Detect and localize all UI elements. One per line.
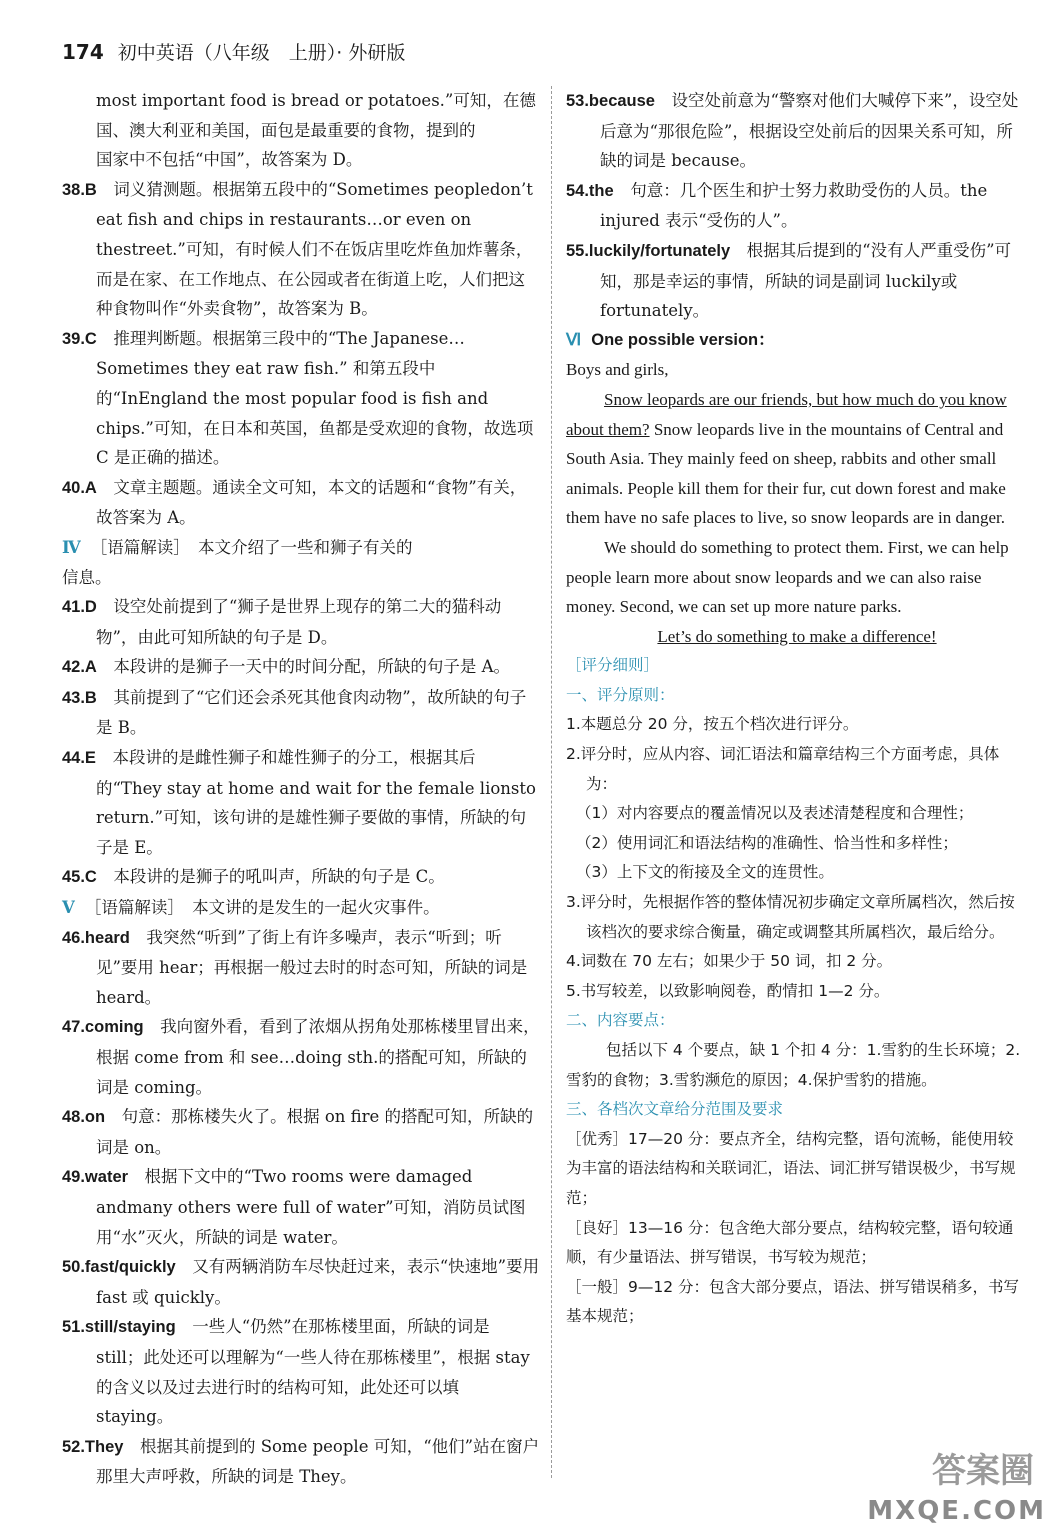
answer-number: 47.coming: [62, 1018, 144, 1037]
answer-text: many others were full of water”可知，消防员试图用: [96, 1197, 526, 1247]
answer-text: 在窗户那里大声呼救，所缺的词是 They。: [96, 1436, 540, 1487]
answer-item: [62, 1252, 540, 1312]
answer-text: 设空处前提到了“狮子是世界上现存的第二大的: [113, 597, 452, 617]
answer-text: 可知，所缺的词是 coming。: [96, 1048, 527, 1097]
answer-text: 设空处前意为“警察对他们大喊停下来”，: [671, 91, 969, 110]
answer-number: 50.fast/quickly: [62, 1258, 176, 1277]
answer-number: 46.heard: [62, 928, 130, 947]
answer-text: 缺的句子是 B。: [96, 687, 527, 738]
answer-text: “水”灭火，所缺的词是 water。: [112, 1227, 348, 1247]
answer-list-b: [62, 592, 540, 893]
rubric-rule-3: 3.评分时，先根据作答的整体情况初步确定文章所属档次，然后按该档次的要求综合衡量，确定或调整其所属档次，最后给分。: [566, 893, 1015, 941]
answer-text: 里冒出来，根据 come from 和 see…doing sth.的搭配: [96, 1017, 540, 1067]
section-line: ［语篇解读］ 本文介绍了一些和狮子有关的: [90, 537, 413, 557]
answer-item: [62, 473, 540, 533]
rubric-heading-1: 一、评分原则：: [566, 685, 675, 704]
scoring-rubric: [566, 651, 1028, 1332]
answer-item: [62, 923, 540, 1013]
section-title: One possible version：: [591, 330, 775, 349]
answer-item: [566, 86, 1028, 176]
answer-text: 本段讲的是狮子的吼叫声，所缺的句子是 C。: [113, 867, 445, 887]
answer-text: 到；听见”要用 hear；再根据一般过去时的时态可知，: [96, 927, 502, 978]
rubric-rule-2: 2.评分时，应从内容、词汇语法和篇章结构三个方面考虑，具体为：: [566, 745, 1000, 793]
rubric-rule-4: 4.词数在 70 左右；如果少于 50 词，扣 2 分。: [566, 952, 893, 971]
answer-text: 文章主题题。通读全文可知，本文的话题和“食: [113, 477, 452, 497]
answer-number: 40.A: [62, 478, 97, 497]
answer-text: 根据下文中的“Two rooms were damaged and: [96, 1167, 473, 1217]
section-numeral: Ⅴ: [62, 898, 75, 918]
answer-number: 53.because: [566, 92, 655, 110]
answer-text: 所缺的词是 heard。: [96, 958, 528, 1007]
answer-text: 根据其前提到的 Some people 可知，“他们”站: [139, 1436, 490, 1456]
rubric-points: 包括以下 4 个要点，缺 1 个扣 4 分：1.雪豹的生长环境；2.雪豹的食物；3.雪豹濒危的原因；4.保护雪豹的措施。: [566, 1041, 1021, 1089]
essay-paragraph-1: [566, 385, 1028, 533]
essay-underlined-sentence: Snow leopards are our friends, but how much do you know about them?: [566, 389, 1007, 439]
answer-number: 42.A: [62, 658, 97, 677]
answer-number: 38.B: [62, 180, 97, 199]
answer-text: 其前提到了“它们还会杀死其他食肉动物”，故所: [113, 687, 461, 707]
answer-text: 句意：那栋楼失火了。根据 on fire 的搭配可知，: [121, 1107, 484, 1127]
answer-item: [62, 324, 540, 473]
answer-text: 本段讲的是狮子一天中的时间分配，所缺的句子: [113, 657, 460, 677]
answer-text: 本段讲的是雌性狮子和雄性狮子的分工，根据其: [112, 748, 459, 768]
answer-text: 此处还可以填 staying。: [96, 1377, 459, 1427]
page-number: 174: [62, 40, 104, 64]
answer-text: 这种食物叫作“外卖食物”，故答案为 B。: [96, 269, 525, 319]
answer-text: 或 fortunately。: [600, 271, 958, 321]
answer-text: 词是 still；此处还可以理解为“一些人待在那栋楼: [96, 1317, 490, 1367]
answer-text: street.”可知，有时候人们不在饭店里吃炸鱼加炸薯条，: [123, 239, 533, 259]
answer-number: 54.the: [566, 181, 614, 200]
answer-number: 49.water: [62, 1168, 129, 1187]
answer-number: 45.C: [62, 868, 97, 887]
answer-number: 52.They: [62, 1437, 124, 1456]
answer-number: 44.E: [62, 749, 96, 768]
answer-text: 推理判断题。根据第三段中的“The Japanese…: [113, 328, 465, 348]
book-title: 初中英语（八年级 上册）· 外研版: [117, 42, 406, 64]
answer-number: 48.on: [62, 1108, 106, 1127]
section-vi-heading: [566, 326, 1028, 356]
rubric-heading-2: 二、内容要点：: [566, 1011, 675, 1030]
answer-item: [62, 862, 540, 893]
section-v-heading: [62, 893, 540, 923]
answer-number: 55.luckily/fortunately: [566, 241, 731, 260]
left-column: [62, 86, 540, 1492]
answer-text: the injured 表示“受伤的人”。: [600, 180, 988, 231]
answer-text: 伤”可知，那是幸运的事情，所缺的词是副词 luckily: [600, 240, 1012, 291]
section-iv-heading: [62, 533, 540, 563]
answer-text: 关系可知，所缺的词是 because。: [600, 121, 1013, 171]
intro-line: 国家中不包括“中国”，故答案为 D。: [96, 150, 363, 170]
answer-text: 里”，根据 stay 的含义以及过去进行时的结构可知，: [96, 1347, 530, 1397]
answer-item: [62, 175, 540, 324]
intro-line: 国、澳大利亚和美国，面包是最重要的食物，提到的: [96, 120, 476, 140]
answer-list-d: [566, 86, 1028, 326]
answer-text: 设空处后意为“那很危险”，根据设空处前后的因果: [600, 91, 1019, 141]
rubric-grade-average: ［一般］9—12 分：包含大部分要点，语法、拼写错误稍多，书写基本规范；: [566, 1277, 1020, 1326]
answer-text: 我向窗外看，看到了浓烟从拐角处那栋楼: [160, 1017, 458, 1037]
rubric-rule-2a: （1）对内容要点的覆盖情况以及表述清楚程度和合理性；: [576, 804, 974, 823]
answer-text: 缺的句子是 E。: [96, 808, 527, 857]
essay-closing: Let’s do something to make a difference!: [657, 626, 937, 646]
answer-number: 39.C: [62, 329, 97, 348]
column-divider: [551, 86, 552, 1478]
watermark-domain-text: MXQE.COM: [867, 1496, 1046, 1526]
answer-number: 41.D: [62, 598, 97, 617]
answer-text: 而是在家、在工作地点、在公园或者在街道上吃，人们把: [96, 269, 509, 289]
model-essay: [566, 355, 1028, 651]
answer-text: England the most popular food is fish and chips.”可知，: [96, 388, 489, 438]
essay-greeting: Boys and girls,: [566, 360, 669, 380]
answer-text: to return.”可知，该句讲的是雄性狮子要做的事情，所: [96, 778, 536, 828]
answer-item: [62, 1012, 540, 1102]
answer-text: 是 A。: [459, 657, 511, 677]
section-numeral: Ⅳ: [62, 537, 81, 557]
answer-item: [62, 683, 540, 743]
right-column: [566, 86, 1028, 1332]
answer-number: 51.still/staying: [62, 1318, 176, 1337]
section-line: ［语篇解读］ 本文讲的是发生的一起火灾事件。: [84, 898, 440, 918]
rubric-heading-3: 三、各档次文章给分范围及要求: [566, 1100, 784, 1119]
answer-item: [62, 592, 540, 652]
answer-list-a: [62, 175, 540, 533]
essay-paragraph-2: We should do something to protect them. First, we can help people learn more about snow leopards and we can also raise money. Second, we can set up more nature parks.: [566, 537, 1009, 617]
answer-item: [566, 236, 1028, 326]
rubric-rule-2b: （2）使用词汇和语法结构的准确性、恰当性和多样性；: [576, 833, 958, 852]
answer-item: [62, 743, 540, 862]
rubric-rule-1: 1.本题总分 20 分，按五个档次进行评分。: [566, 715, 859, 734]
answer-item: [62, 652, 540, 683]
section-numeral: Ⅵ: [566, 330, 582, 349]
rubric-tag: ［评分细则］: [566, 656, 660, 675]
rubric-grade-good: ［良好］13—16 分：包含绝大部分要点，结构较完整，语句较通顺，有少量语法、拼写错误，书写较为规范；: [566, 1218, 1014, 1267]
answer-text: 后的“They stay at home and wait for the female lions: [96, 748, 520, 798]
answer-list-c: [62, 923, 540, 1492]
intro-line: most important food is bread or potatoes.”可知，在德: [96, 91, 536, 110]
answer-item: [566, 176, 1028, 236]
answer-item: [62, 1102, 540, 1162]
answer-text: Sometimes they eat raw fish.” 和第五段中的“In: [96, 359, 436, 408]
answer-text: 速地”要用 fast 或 quickly。: [96, 1257, 540, 1307]
rubric-rule-2c: （3）上下文的衔接及全文的连贯性。: [576, 863, 834, 882]
answer-text: 所缺的词是 on。: [96, 1107, 534, 1157]
answer-text: 一些人“仍然”在那栋楼里面，所缺的: [192, 1317, 457, 1337]
answer-text: don’t eat fish and chips in restaurants…or even on the: [96, 179, 533, 259]
answer-text: 我突然“听到”了街上有许多噪声，表示“听: [146, 927, 453, 947]
answer-text: 确的描述。: [146, 448, 230, 468]
rubric-rule-5: 5.书写较差，以致影响阅卷，酌情扣 1—2 分。: [566, 981, 890, 1000]
rubric-grade-excellent: ［优秀］17—20 分：要点齐全，结构完整，语句流畅，能使用较为丰富的语法结构和关联词汇，语法、词汇拼写错误极少，书写规范；: [566, 1129, 1016, 1207]
answer-text: 又有两辆消防车尽快赶过来，表示“快: [192, 1257, 465, 1277]
answer-text: 猫科动物”，由此可知所缺的句子是 D。: [96, 597, 502, 647]
answer-text: 句意：几个医生和护士努力救助受伤的人员。: [630, 180, 961, 200]
answer-text: 物”有关，故答案为 A。: [96, 477, 527, 528]
answer-number: 43.B: [62, 688, 97, 707]
answer-item: [62, 1312, 540, 1431]
page-header: [62, 34, 542, 70]
essay-text: Snow leopards live in the mountains of Central and South Asia. They mainly feed on sheep, rabbits and other small animals. People kill them for their fur, cut down forest and make them have no safe places to live, so snow leopards are in danger.: [566, 419, 1006, 528]
section-line: 信息。: [62, 567, 112, 587]
answer-text: 在日本和英国，鱼都是受欢迎的食物，故选项 C 是正: [96, 418, 534, 468]
answer-item: [62, 1162, 540, 1252]
answer-text: 词义猜测题。根据第五段中的“Sometimes people: [113, 179, 490, 199]
answer-item: [62, 1432, 540, 1492]
answer-text: 根据其后提到的“没有人严重受: [746, 240, 970, 260]
watermark-top-text: 答案圈: [932, 1451, 1034, 1491]
